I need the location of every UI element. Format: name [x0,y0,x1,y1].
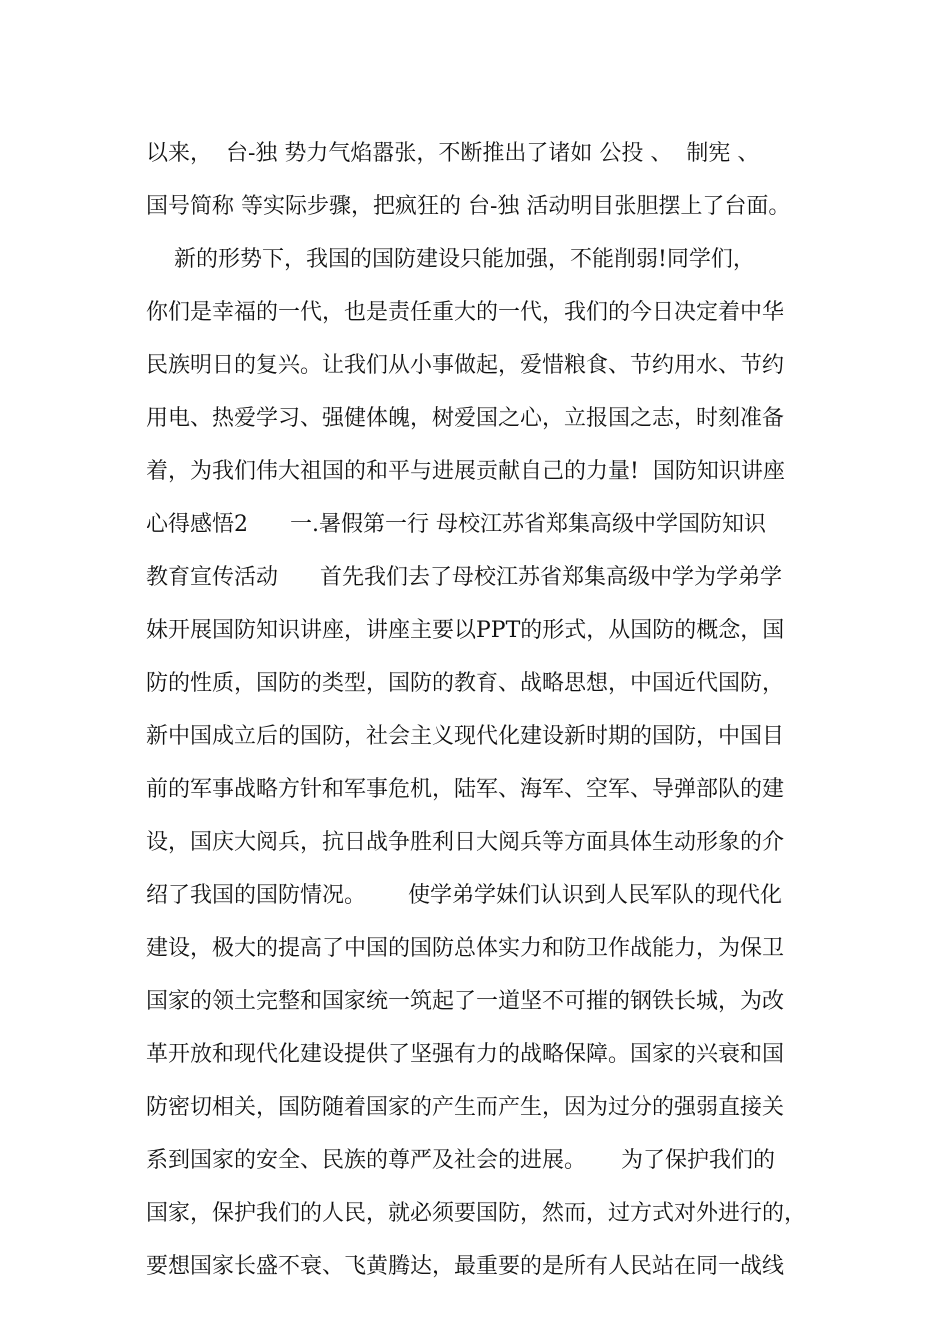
text-line: 教育宣传活动 首先我们去了母校江苏省郑集高级中学为学弟学 [146,565,782,590]
text-line: 国家的领土完整和国家统一筑起了一道坚不可摧的钢铁长城，为改 [146,989,785,1014]
text-line: 建设，极大的提高了中国的国防总体实力和防卫作战能力，为保卫 [146,936,785,961]
text-line: 着，为我们伟大祖国的和平与进展贡献自己的力量! 国防知识讲座 [146,459,785,484]
text-line: 妹开展国防知识讲座，讲座主要以PPT的形式，从国防的概念，国 [146,618,785,643]
text-line: 国家，保护我们的人民，就必须要国防，然而，过方式对外进行的， [146,1201,807,1226]
text-line: 以来， 台-独 势力气焰嚣张，不断推出了诸如 公投 、 制宪 、 [146,141,760,166]
text-line: 要想国家长盛不衰、飞黄腾达，最重要的是所有人民站在同一战线 [146,1254,785,1279]
text-line: 前的军事战略方针和军事危机，陆军、海军、空军、导弹部队的建 [146,777,785,802]
text-line: 用电、热爱学习、强健体魄，树爱国之心，立报国之志，时刻准备 [146,406,785,431]
text-line: 新的形势下，我国的国防建设只能加强，不能削弱!同学们， [146,247,755,272]
text-line: 民族明日的复兴。让我们从小事做起，爱惜粮食、节约用水、节约 [146,353,785,378]
text-line: 绍了我国的国防情况。 使学弟学妹们认识到人民军队的现代化 [146,883,782,908]
text-line: 你们是幸福的一代，也是责任重大的一代，我们的今日决定着中华 [146,300,785,325]
body-text [146,127,826,1293]
text-line: 新中国成立后的国防，社会主义现代化建设新时期的国防，中国目 [146,724,785,749]
text-line: 防的性质，国防的类型，国防的教育、战略思想，中国近代国防， [146,671,785,696]
text-line: 系到国家的安全、民族的尊严及社会的进展。 为了保护我们的 [146,1148,775,1173]
text-line: 国号简称 等实际步骤，把疯狂的 台-独 活动明目张胆摆上了台面。 [146,194,791,219]
text-line: 革开放和现代化建设提供了坚强有力的战略保障。国家的兴衰和国 [146,1042,785,1067]
text-line: 心得感悟2 一.暑假第一行 母校江苏省郑集高级中学国防知识 [146,512,766,537]
text-line: 设，国庆大阅兵，抗日战争胜利日大阅兵等方面具体生动形象的介 [146,830,785,855]
text-line: 防密切相关，国防随着国家的产生而产生，因为过分的强弱直接关 [146,1095,785,1120]
